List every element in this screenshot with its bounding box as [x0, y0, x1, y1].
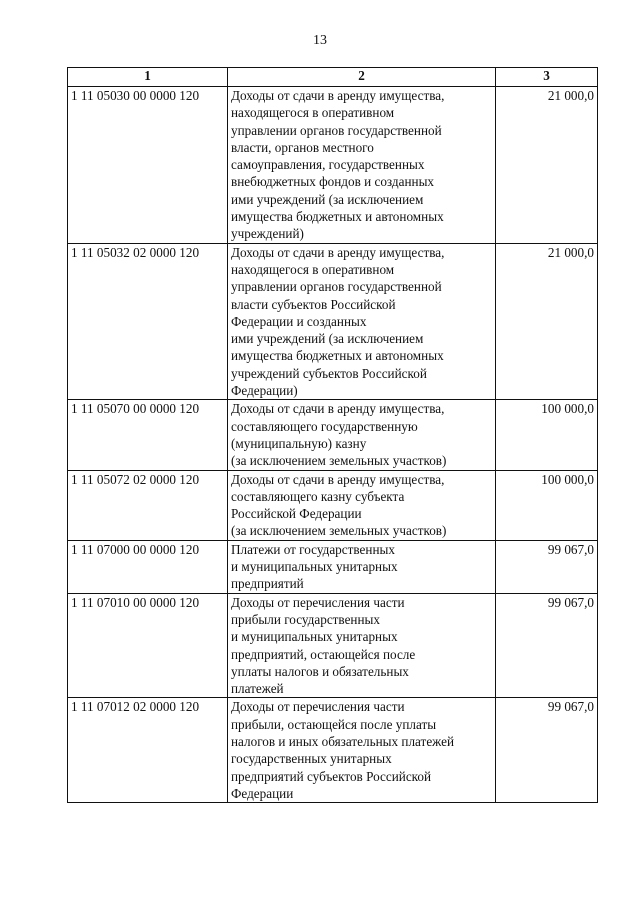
table-row [68, 593, 598, 698]
budget-code: 1 11 07010 00 0000 120 [68, 593, 228, 698]
revenue-name: Доходы от перечисления части прибыли, остающейся после уплаты налогов и иных обязательных платежей государственных унитарных предприятий субъектов Российской Федерации [228, 698, 496, 803]
amount: 100 000,0 [496, 470, 598, 540]
revenue-name: Доходы от сдачи в аренду имущества, находящегося в оперативном управлении органов государственной власти, органов местного самоуправления, государственных внебюджетных фондов и созданных ими учреждений (за исключением имущества бюджетных и автономных учреждений) [228, 87, 496, 244]
amount: 99 067,0 [496, 593, 598, 698]
amount: 21 000,0 [496, 87, 598, 244]
revenue-name: Доходы от сдачи в аренду имущества, находящегося в оперативном управлении органов государственной власти субъектов Российской Федерации и созданных ими учреждений (за исключением имущества бюджетных и автономных учреждений субъектов Российской Федерации) [228, 243, 496, 400]
budget-code: 1 11 05072 02 0000 120 [68, 470, 228, 540]
column-header-amount: 3 [496, 68, 598, 87]
budget-code: 1 11 07012 02 0000 120 [68, 698, 228, 803]
revenue-name: Доходы от перечисления части прибыли государственных и муниципальных унитарных предприятий, остающейся после уплаты налогов и обязательных платежей [228, 593, 496, 698]
amount: 99 067,0 [496, 698, 598, 803]
table-row [68, 87, 598, 244]
table-row [68, 400, 598, 470]
page-number: 13 [313, 33, 327, 48]
table-row [68, 698, 598, 803]
revenue-name: Платежи от государственных и муниципальных унитарных предприятий [228, 540, 496, 593]
revenue-name: Доходы от сдачи в аренду имущества, составляющего казну субъекта Российской Федерации (за исключением земельных участков) [228, 470, 496, 540]
table-row [68, 470, 598, 540]
table-row [68, 243, 598, 400]
table-row [68, 540, 598, 593]
amount: 99 067,0 [496, 540, 598, 593]
budget-code: 1 11 07000 00 0000 120 [68, 540, 228, 593]
budget-code: 1 11 05070 00 0000 120 [68, 400, 228, 470]
budget-code: 1 11 05030 00 0000 120 [68, 87, 228, 244]
column-header-code: 1 [68, 68, 228, 87]
amount: 21 000,0 [496, 243, 598, 400]
revenue-table [67, 67, 598, 803]
column-header-name: 2 [228, 68, 496, 87]
amount: 100 000,0 [496, 400, 598, 470]
budget-code: 1 11 05032 02 0000 120 [68, 243, 228, 400]
revenue-name: Доходы от сдачи в аренду имущества, составляющего государственную (муниципальную) казну (за исключением земельных участков) [228, 400, 496, 470]
table-header-row [68, 68, 598, 87]
